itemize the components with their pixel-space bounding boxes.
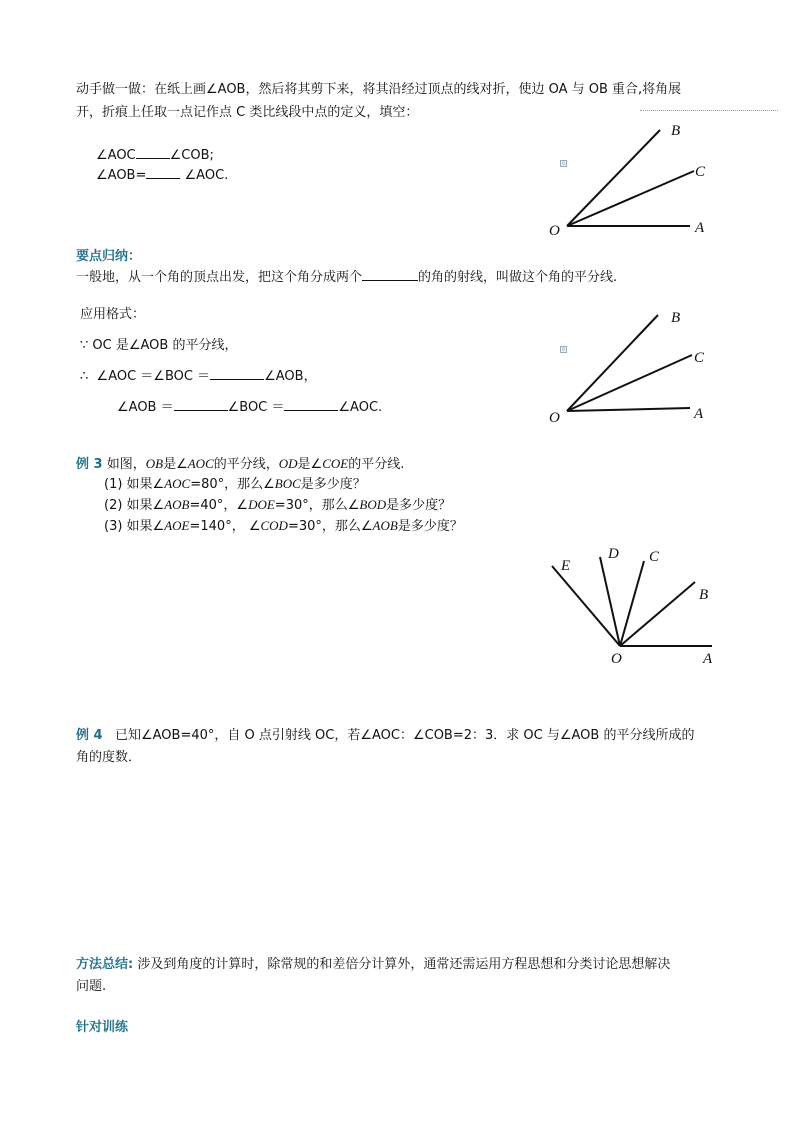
method-summary-line-1: 方法总结: 涉及到角度的计算时，除常规的和差倍分计算外，通常还需运用方程思想和分类讨论思想解决 bbox=[76, 957, 671, 972]
angle-figure-2 bbox=[540, 303, 720, 428]
angle-figure-3 bbox=[540, 540, 730, 675]
ray-oe bbox=[552, 566, 620, 646]
image-placeholder-mark-2: 0 bbox=[560, 346, 567, 353]
example3-question-1: (1) 如果∠AOC=80°，那么∠BOC是多少度？ bbox=[104, 476, 366, 492]
ray-od bbox=[600, 557, 620, 646]
label-b: B bbox=[671, 123, 681, 139]
fill2-blank[interactable] bbox=[146, 166, 180, 179]
example3-stem: 例 3 如图，OB是∠AOC的平分线，OD是∠COE的平分线. bbox=[76, 456, 405, 472]
ray-oc bbox=[567, 355, 692, 411]
therefore-symbol: ∴ bbox=[80, 369, 89, 384]
method-summary-line-2: 问题. bbox=[76, 979, 107, 994]
fill1-angle-aoc: ∠AOC bbox=[96, 148, 136, 163]
ray-oa bbox=[567, 408, 690, 411]
label-c: C bbox=[649, 549, 660, 565]
example4-line-1: 例 4 已知∠AOB=40°，自 O 点引射线 OC，若∠AOC：∠COB=2：3．求 OC 与∠AOB 的平分线所成的 bbox=[76, 728, 695, 743]
key-points-blank[interactable] bbox=[362, 268, 418, 281]
ray-ob bbox=[567, 130, 660, 226]
key-points-text: 一般地，从一个角的顶点出发，把这个角分成两个 的角的射线，叫做这个角的平分线. bbox=[76, 270, 618, 285]
example3-question-3: (3) 如果∠AOE=140°， ∠COD=30°，那么∠AOB是多少度？ bbox=[104, 518, 463, 534]
label-b: B bbox=[671, 310, 681, 326]
example3-heading: 例 3 bbox=[76, 457, 103, 472]
image-placeholder-mark-1: 0 bbox=[560, 160, 567, 167]
dotted-rule bbox=[640, 110, 778, 111]
format-because: ∵ OC 是∠AOB 的平分线， bbox=[80, 338, 238, 353]
example4-heading: 例 4 bbox=[76, 728, 103, 743]
label-b: B bbox=[699, 587, 709, 603]
fill-in-line-2 bbox=[96, 166, 228, 183]
example3-question-2: (2) 如果∠AOB=40°，∠DOE=30°，那么∠BOD是多少度？ bbox=[104, 497, 452, 513]
ray-ob bbox=[567, 315, 658, 411]
ray-oc bbox=[567, 171, 694, 226]
intro-line-1: 动手做一做：在纸上画∠AOB，然后将其剪下来，将其沿经过顶点的线对折，使边 OA 与 OB 重合,将角展 bbox=[76, 82, 682, 97]
fill2-angle-aob: ∠AOB= bbox=[96, 168, 147, 183]
method-summary-heading: 方法总结: bbox=[76, 957, 134, 972]
format-blank-3[interactable] bbox=[284, 398, 338, 411]
intro-line-2: 开，折痕上任取一点记作点 C 类比线段中点的定义，填空： bbox=[76, 105, 419, 120]
angle-figure-1 bbox=[540, 115, 720, 245]
label-c: C bbox=[695, 164, 706, 180]
label-d: D bbox=[608, 546, 619, 562]
label-a: A bbox=[695, 220, 705, 236]
format-label: 应用格式： bbox=[80, 307, 146, 322]
label-o: O bbox=[549, 223, 560, 239]
label-a: A bbox=[694, 406, 704, 422]
example4-line-2: 角的度数． bbox=[76, 750, 142, 765]
label-e: E bbox=[561, 558, 571, 574]
fill1-blank[interactable] bbox=[136, 146, 170, 159]
label-c: C bbox=[694, 350, 705, 366]
key-points-heading: 要点归纳： bbox=[76, 249, 142, 264]
format-blank-1[interactable] bbox=[210, 367, 264, 380]
fill2-angle-aoc: ∠AOC. bbox=[184, 168, 229, 183]
fill-in-line-1 bbox=[96, 146, 214, 163]
label-o: O bbox=[549, 410, 560, 426]
format-blank-2[interactable] bbox=[174, 398, 228, 411]
format-line-2: ∴ ∠AOC ＝∠BOC ＝ ∠AOB， bbox=[80, 369, 317, 384]
format-line-3: ∠AOB ＝ ∠BOC ＝ ∠AOC. bbox=[117, 400, 383, 415]
label-a: A bbox=[703, 651, 713, 667]
training-heading: 针对训练 bbox=[76, 1020, 129, 1035]
fill1-angle-cob: ∠COB; bbox=[169, 148, 214, 163]
ray-ob bbox=[620, 582, 695, 646]
ray-oc bbox=[620, 561, 644, 646]
label-o: O bbox=[611, 651, 622, 667]
